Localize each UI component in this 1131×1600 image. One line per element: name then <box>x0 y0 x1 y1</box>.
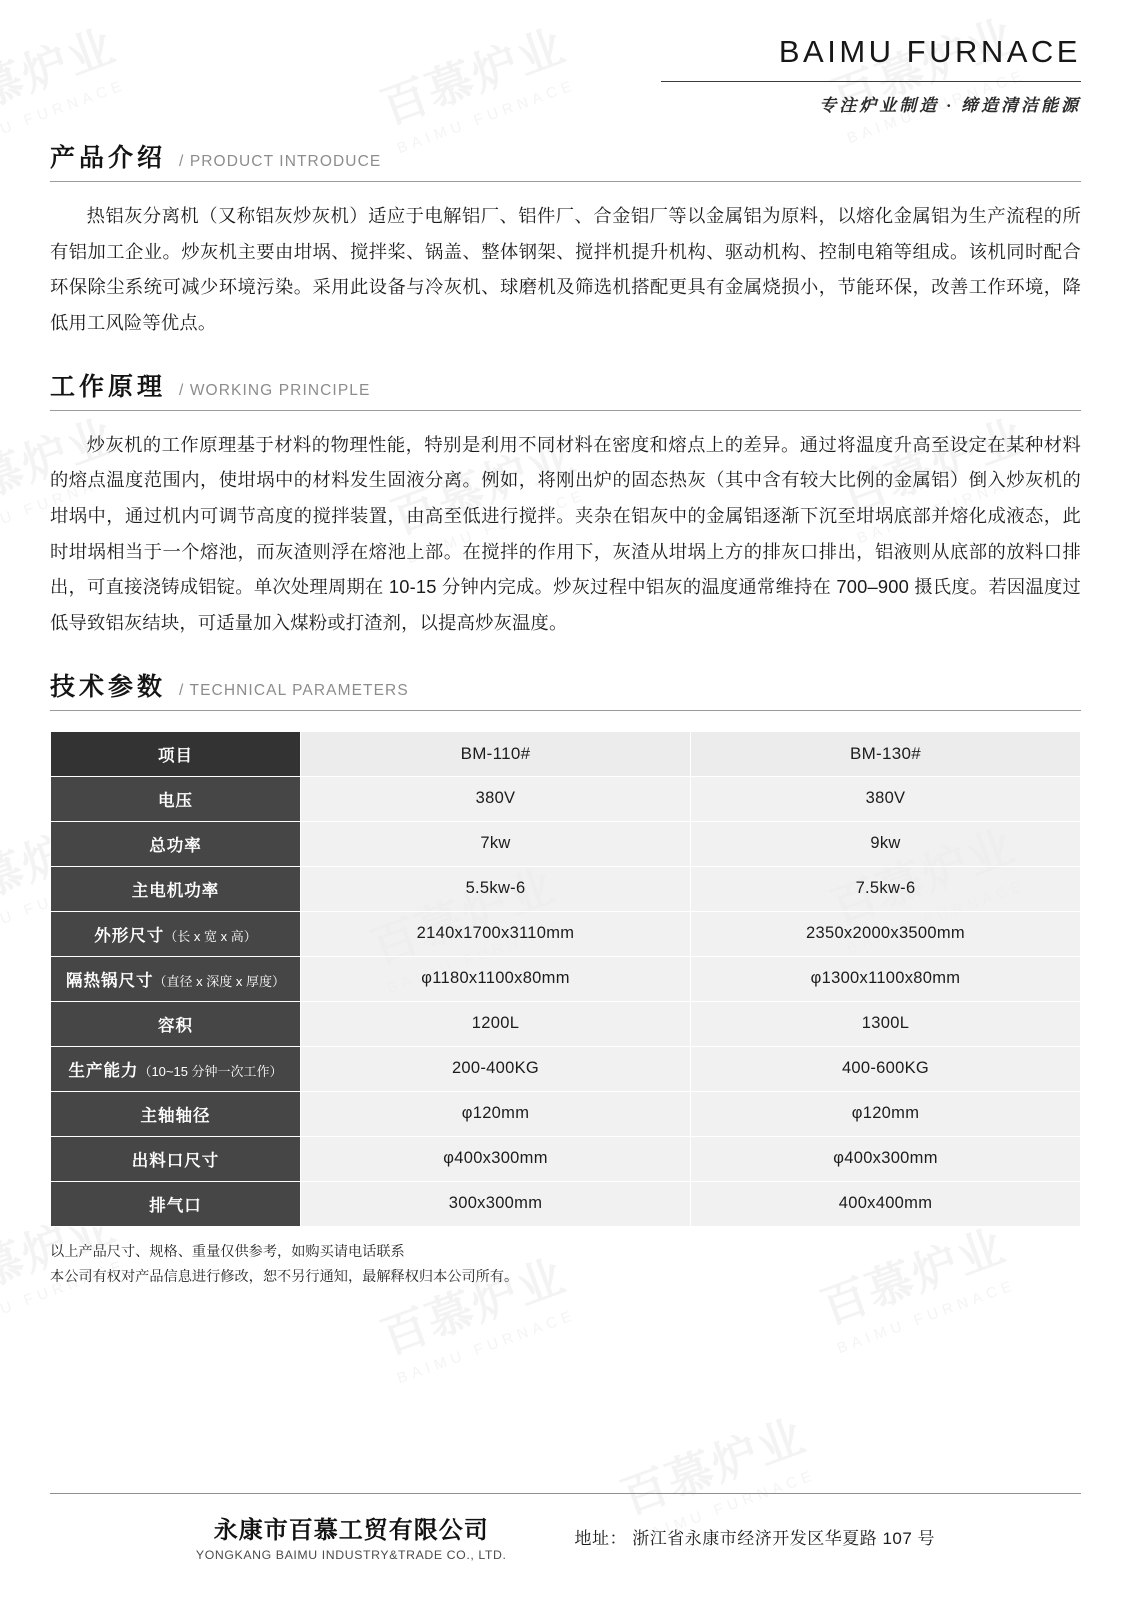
section-heading <box>50 367 1081 411</box>
table-row-label <box>51 821 301 866</box>
table-row-label <box>51 731 301 776</box>
section-heading <box>50 138 1081 182</box>
table-row-label <box>51 956 301 1001</box>
table-cell-v2: 400x400mm <box>691 1181 1081 1226</box>
table-cell-v2: φ1300x1100x80mm <box>691 956 1081 1001</box>
table-cell-v1: 1200L <box>301 1001 691 1046</box>
brand-name: BAIMU FURNACE <box>778 34 1081 69</box>
table-row-label-main: 排气口 <box>149 1196 202 1215</box>
section-product-introduce <box>50 138 1081 341</box>
table-row <box>51 731 1081 776</box>
note-line: 本公司有权对产品信息进行修改，恕不另行通知，最解释权归本公司所有。 <box>50 1268 519 1285</box>
table-cell-v2: 7.5kw-6 <box>691 866 1081 911</box>
table-row-label <box>51 911 301 956</box>
table-row-label <box>51 866 301 911</box>
table-cell-v1: BM-110# <box>301 731 691 776</box>
table-cell-v1: 7kw <box>301 821 691 866</box>
table-row <box>51 1001 1081 1046</box>
table-row <box>51 911 1081 956</box>
table-cell-v2: 1300L <box>691 1001 1081 1046</box>
table-cell-v2: 2350x2000x3500mm <box>691 911 1081 956</box>
section-title-cn: 技术参数 <box>50 672 167 701</box>
table-row-label <box>51 1001 301 1046</box>
table-cell-v1: 2140x1700x3110mm <box>301 911 691 956</box>
table-row-label-sub: （长 x 宽 x 高） <box>164 928 257 944</box>
table-row-label-main: 外形尺寸 <box>94 926 165 945</box>
footer-divider <box>50 1493 1081 1494</box>
company-block <box>196 1510 507 1562</box>
table-cell-v2: φ400x300mm <box>691 1136 1081 1181</box>
table-row-label <box>51 1181 301 1226</box>
company-name-en: YONGKANG BAIMU INDUSTRY&TRADE CO., LTD. <box>195 1548 507 1562</box>
table-cell-v1: φ1180x1100x80mm <box>301 956 691 1001</box>
brand-header <box>50 0 1081 116</box>
table-row-label-main: 总功率 <box>149 836 202 855</box>
company-name-cn: 永康市百慕工贸有限公司 <box>213 1517 489 1544</box>
section-technical-parameters <box>50 667 1081 1290</box>
table-cell-v2: BM-130# <box>691 731 1081 776</box>
page-footer <box>50 1493 1081 1562</box>
table-cell-v1: 380V <box>301 776 691 821</box>
table-row <box>51 1091 1081 1136</box>
section-title-en: / TECHNICAL PARAMETERS <box>179 681 409 699</box>
table-cell-v1: 300x300mm <box>301 1181 691 1226</box>
spec-table <box>50 731 1081 1227</box>
table-row <box>51 866 1081 911</box>
table-row-label <box>51 776 301 821</box>
table-cell-v1: 200-400KG <box>301 1046 691 1091</box>
table-cell-v1: φ120mm <box>301 1091 691 1136</box>
table-row-label-sub: （直径 x 深度 x 厚度） <box>153 973 285 989</box>
table-row-label-main: 生产能力 <box>68 1061 139 1080</box>
table-row-label-main: 主电机功率 <box>131 881 220 900</box>
table-row <box>51 956 1081 1001</box>
table-cell-v2: 380V <box>691 776 1081 821</box>
table-row-label <box>51 1136 301 1181</box>
footer-content <box>50 1510 1081 1562</box>
section-title-cn: 工作原理 <box>50 372 167 401</box>
table-notes <box>50 1240 1081 1290</box>
table-cell-v2: φ120mm <box>691 1091 1081 1136</box>
table-row-label-main: 出料口尺寸 <box>131 1151 220 1170</box>
table-row-label-main: 隔热锅尺寸 <box>66 971 154 990</box>
table-row-label <box>51 1091 301 1136</box>
brand-slogan: 专注炉业制造 · 缔造清洁能源 <box>819 96 1081 115</box>
table-row <box>51 1046 1081 1091</box>
table-row-label-sub: （10~15 分钟一次工作） <box>138 1063 283 1079</box>
table-row <box>51 1181 1081 1226</box>
table-cell-v2: 400-600KG <box>691 1046 1081 1091</box>
table-cell-v1: φ400x300mm <box>301 1136 691 1181</box>
section-working-principle <box>50 367 1081 641</box>
company-address: 地址： 浙江省永康市经济开发区华夏路 107 号 <box>574 1528 936 1548</box>
table-row-label-main: 电压 <box>158 791 193 810</box>
section-title-en: / WORKING PRINCIPLE <box>179 381 371 399</box>
table-row-label <box>51 1046 301 1091</box>
table-row <box>51 1136 1081 1181</box>
brand-divider <box>661 81 1081 82</box>
section-heading <box>50 667 1081 711</box>
table-row <box>51 821 1081 866</box>
section-title-en: / PRODUCT INTRODUCE <box>179 153 382 170</box>
section-body-text: 热铝灰分离机（又称铝灰炒灰机）适应于电解铝厂、铝件厂、合金铝厂等以金属铝为原料，以熔化金属铝为生产流程的所有铝加工企业。炒灰机主要由坩埚、搅拌桨、锅盖、整体钢架、搅拌机提升机构、驱动机构、控制电箱等组成。该机同时配合环保除尘系统可减少环境污染。采用此设备与冷灰机、球磨机及筛选机搭配更具有金属烧损小，节能环保，改善工作环境，降低用工风险等优点。 <box>50 205 1081 334</box>
table-cell-v1: 5.5kw-6 <box>301 866 691 911</box>
table-row-label-main: 主轴轴径 <box>140 1106 211 1125</box>
table-row-label-main: 容积 <box>158 1016 193 1035</box>
table-row <box>51 776 1081 821</box>
table-row-label-main: 项目 <box>158 746 193 765</box>
section-body-text: 炒灰机的工作原理基于材料的物理性能，特别是利用不同材料在密度和熔点上的差异。通过将温度升高至设定在某种材料的熔点温度范围内，使坩埚中的材料发生固液分离。例如，将刚出炉的固态热灰（其中含有较大比例的金属铝）倒入炒灰机的坩埚中，通过机内可调节高度的搅拌装置，由高至低进行搅拌。夹杂在铝灰中的金属铝逐渐下沉至坩埚底部并熔化成液态，此时坩埚相当于一个熔池，而灰渣则浮在熔池上部。在搅拌的作用下，灰渣从坩埚上方的排灰口排出，铝液则从底部的放料口排出，可直接浇铸成铝锭。单次处理周期在 10-15 分钟内完成。炒灰过程中铝灰的温度通常维持在 700–900 摄氏度。若因温度过低导致铝灰结块，可适量加入煤粉或打渣剂，以提高炒灰温度。 <box>50 433 1081 634</box>
note-line: 以上产品尺寸、规格、重量仅供参考，如购买请电话联系 <box>50 1243 405 1260</box>
section-title-cn: 产品介绍 <box>50 144 167 172</box>
table-cell-v2: 9kw <box>691 821 1081 866</box>
